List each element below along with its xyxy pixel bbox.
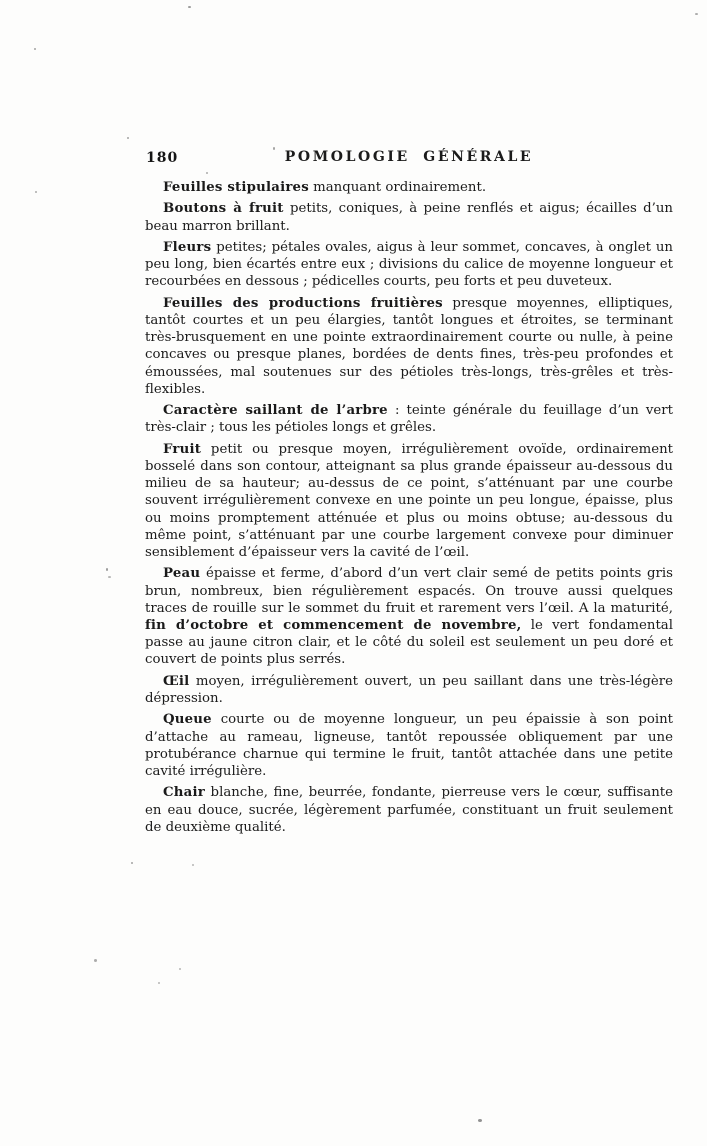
scan-speck xyxy=(108,576,111,578)
paragraph-lead: Chair xyxy=(163,785,205,801)
text-block xyxy=(145,179,673,840)
paragraph xyxy=(145,239,673,291)
scan-speck xyxy=(273,147,275,150)
scan-speck xyxy=(131,862,133,864)
paragraph xyxy=(145,179,673,196)
paragraph xyxy=(145,441,673,561)
scan-speck xyxy=(94,959,97,962)
scan-speck xyxy=(478,1119,482,1122)
paragraph xyxy=(145,200,673,234)
paragraph-text: moyen, irrégulièrement ouvert, un peu saillant dans une très-légère dépression. xyxy=(145,673,673,706)
paragraph-text: blanche, fine, beurrée, fondante, pierreuse vers le cœur, suffisante en eau douce, sucrée, légèrement parfumée, constituant un fruit seulement de deuxième qualité. xyxy=(145,785,673,835)
paragraph-text: petits, coniques, à peine renflés et aigus; écailles d’un beau marron brillant. xyxy=(145,201,673,234)
paragraph xyxy=(145,711,673,780)
paragraph-text: petit ou presque moyen, irrégulièrement ovoïde, ordinairement bosselé dans son contour, atteignant sa plus grande épaisseur au-dessous du milieu de sa hauteur; au-dessus de ce point, s’atténuant par une courbe souvent irrégulièrement convexe en une pointe un peu longue, épaisse, plus ou moins promptement atténuée et plus ou moins obtuse; au-dessous du même point, s’atténuant par une courbe largement convexe pour diminuer sensiblement d’épaisseur vers la cavité de l’œil. xyxy=(145,441,673,560)
paragraph-lead: Fruit xyxy=(163,441,202,457)
scan-speck xyxy=(206,172,208,174)
paragraph-lead: Queue xyxy=(163,712,212,728)
paragraph-text: le vert fondamental passe au jaune citron clair, et le côté du soleil est seulement un peu doré et couvert de points plus serrés. xyxy=(145,618,673,668)
paragraph-lead: Fleurs xyxy=(163,239,212,255)
paragraph-text: manquant ordinairement. xyxy=(308,180,487,195)
paragraph xyxy=(145,565,673,668)
scan-speck xyxy=(179,968,181,970)
paragraph-lead: Feuilles stipulaires xyxy=(163,180,309,195)
paragraph-lead: Œil xyxy=(163,673,190,689)
paragraph-lead: Boutons à fruit xyxy=(163,201,284,217)
paragraph-lead: fin d’octobre et commencement de novembre, xyxy=(145,618,522,633)
paragraph-lead: Peau xyxy=(163,566,201,582)
paragraph xyxy=(145,673,673,707)
scan-speck xyxy=(158,982,160,984)
page-number: 180 xyxy=(146,150,179,166)
paragraph xyxy=(145,295,673,398)
page-header xyxy=(145,149,673,167)
paragraph-text: courte ou de moyenne longueur, un peu épaissie à son point d’attache au rameau, ligneuse, tantôt repoussée obliquement par une protubérance charnue qui termine le fruit, tantôt attachée dans une petite cavité irrégulière. xyxy=(145,712,673,779)
scan-speck xyxy=(127,137,129,139)
paragraph xyxy=(145,784,673,836)
running-title: POMOLOGIE GÉNÉRALE xyxy=(284,149,534,165)
scan-speck xyxy=(35,191,37,193)
scan-speck xyxy=(106,568,108,571)
paragraph-text: épaisse et ferme, d’abord d’un vert clair semé de petits points gris brun, nombreux, bien régulièrement espacés. On trouve aussi quelques traces de rouille sur le sommet du fruit et rarement vers l’œil. A la maturité, xyxy=(145,566,673,616)
paragraph xyxy=(145,402,673,436)
paragraph-text: presque moyennes, elliptiques, tantôt courtes et un peu élargies, tantôt longues et étroites, se terminant très-brusquement en une pointe extraordinairement courte ou nulle, à peine concaves ou presque planes, bordées de dents fines, très-peu profondes et émoussées, mal soutenues sur des pétioles très-longs, très-grêles et très-flexibles. xyxy=(145,295,673,397)
scan-speck xyxy=(34,48,36,50)
paragraph-text: petites; pétales ovales, aigus à leur sommet, concaves, à onglet un peu long, bien écartés entre eux ; divisions du calice de moyenne longueur et recourbées en dessous ; pédicelles courts, peu forts et peu duveteux. xyxy=(145,239,673,290)
paragraph-lead: Caractère saillant de l’arbre xyxy=(163,403,388,419)
paragraph-lead: Feuilles des productions fruitières xyxy=(163,295,443,311)
paragraph-text: : teinte générale du feuillage d’un vert très-clair ; tous les pétioles longs et grêles. xyxy=(145,403,673,436)
scan-speck xyxy=(695,13,698,15)
scan-speck xyxy=(188,6,191,8)
scan-speck xyxy=(192,864,194,866)
